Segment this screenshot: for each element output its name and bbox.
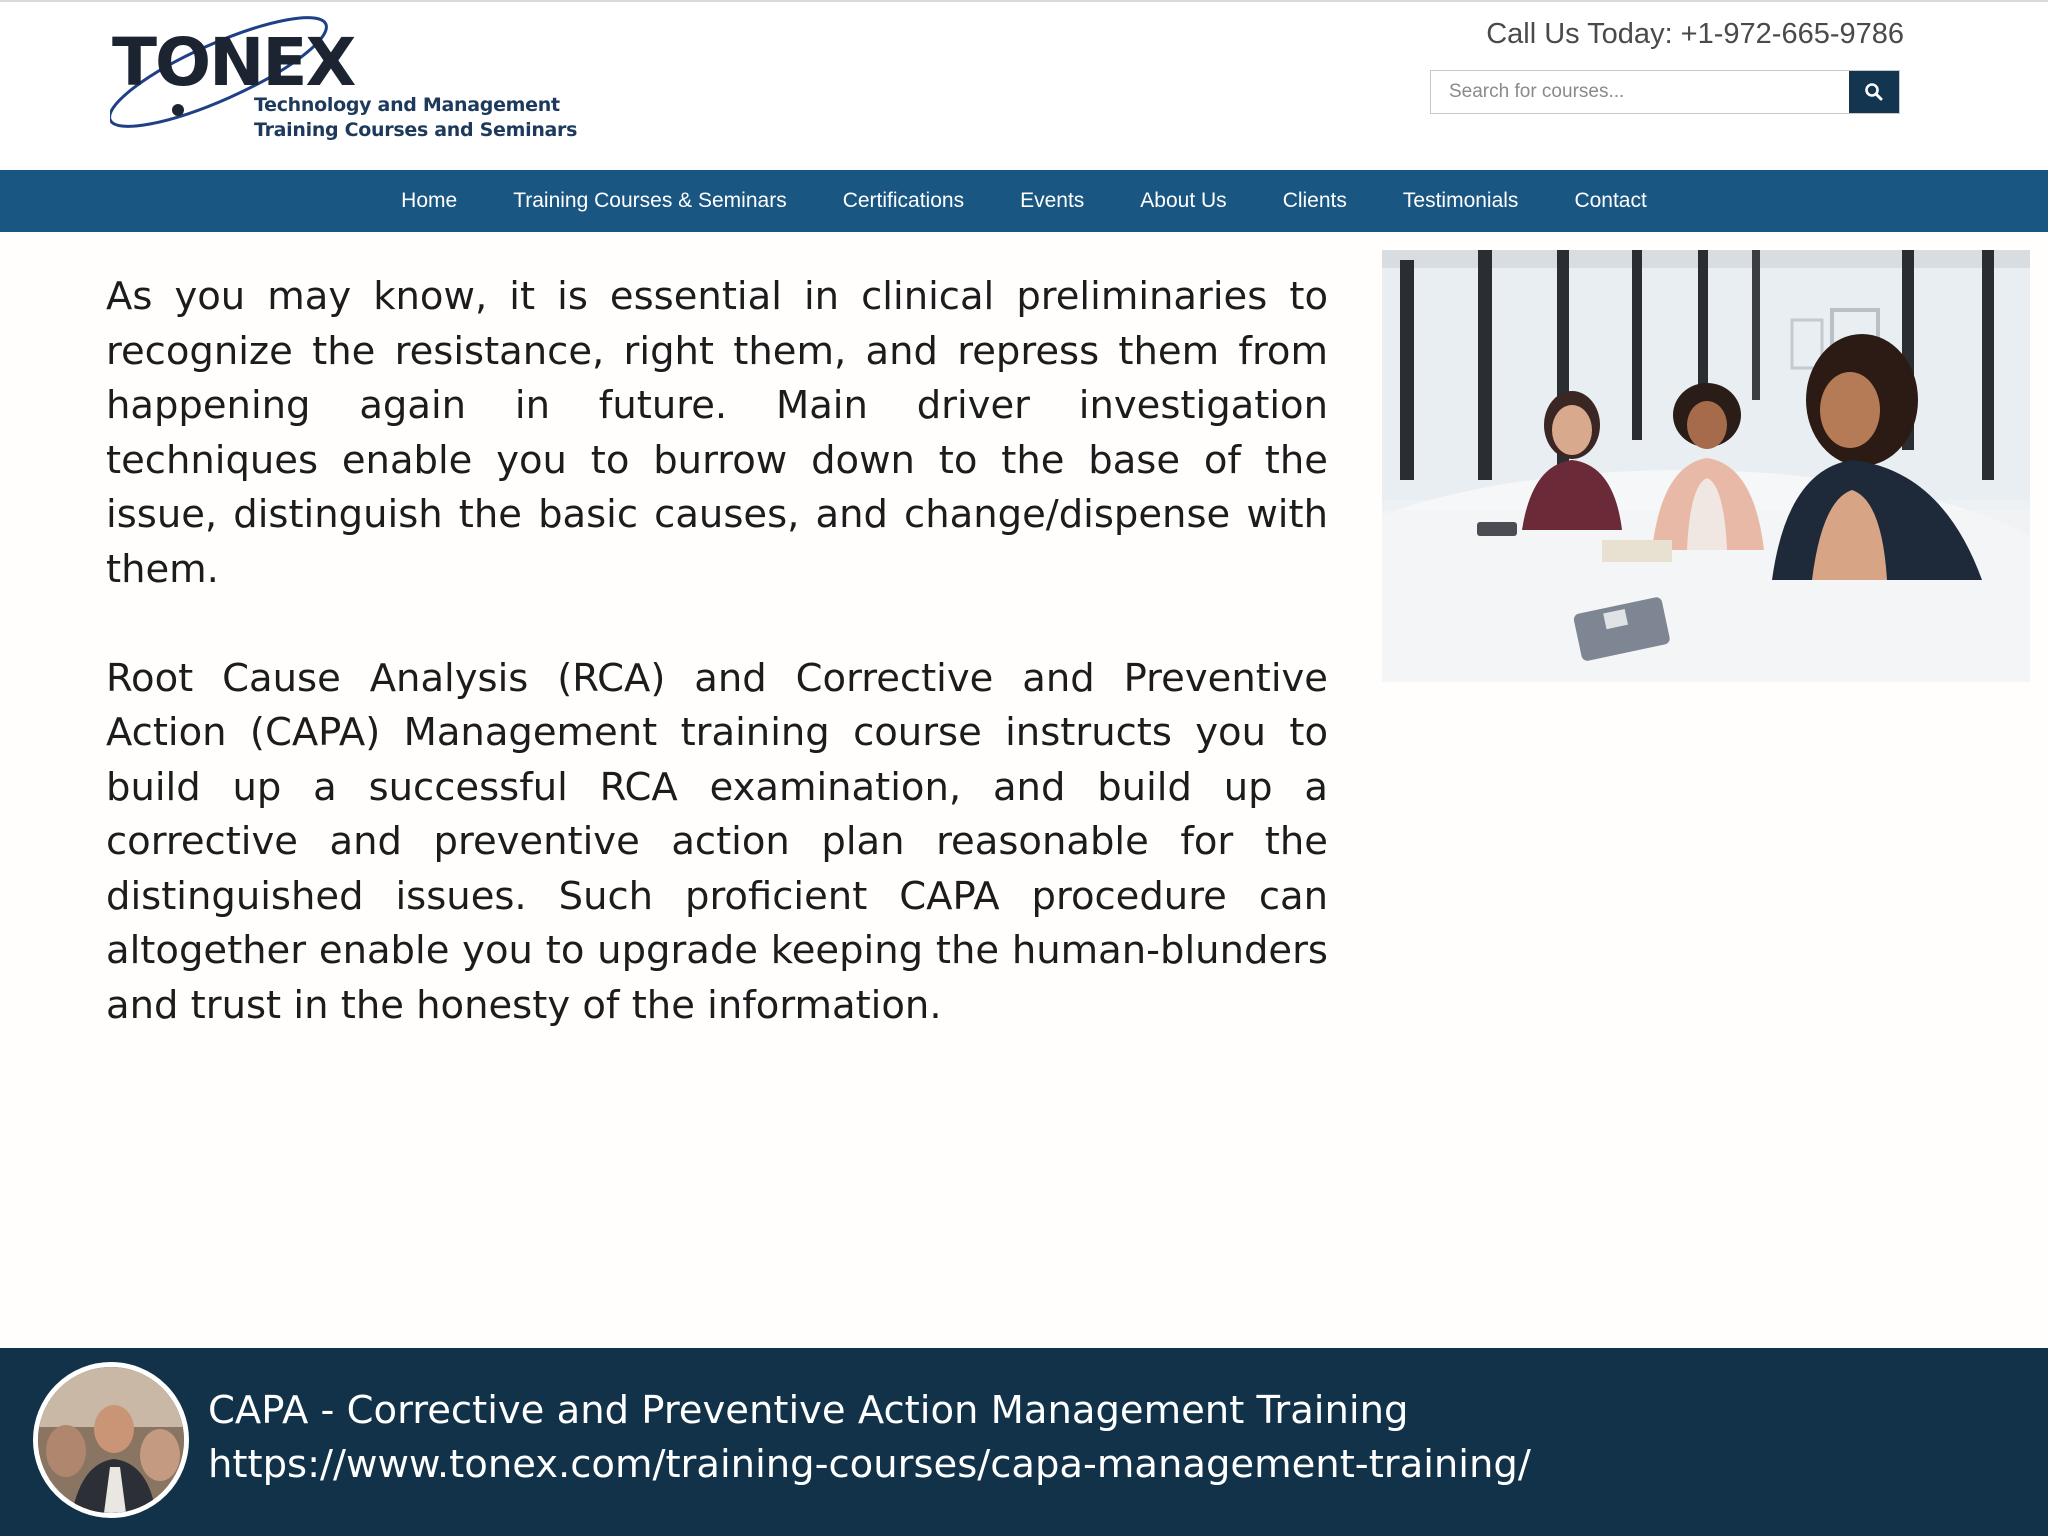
tonex-logo[interactable] [110,10,578,150]
logo-tagline-line1: Technology and Management [254,94,560,116]
logo-tagline-line2: Training Courses and Seminars [254,119,578,141]
channel-avatar[interactable] [33,1362,189,1518]
search-input[interactable] [1431,71,1849,113]
main-navigation [0,170,2048,232]
nav-item-events[interactable]: Events [1020,189,1085,212]
course-url-link[interactable]: https://www.tonex.com/training-courses/capa-management-training/ [208,1442,1531,1487]
nav-item-certifications[interactable]: Certifications [842,189,965,212]
search-button[interactable] [1849,71,1899,113]
phone-number[interactable]: Call Us Today: +1-972-665-9786 [1486,18,1904,50]
nav-item-home[interactable]: Home [401,189,458,212]
course-description [106,270,1328,1033]
site-header [0,2,2048,170]
logo-wordmark: TONEX [112,24,355,101]
meeting-photo [1382,250,2030,682]
nav-item-about-us[interactable]: About Us [1140,189,1227,212]
video-footer-bar [0,1348,2048,1536]
nav-item-contact[interactable]: Contact [1574,189,1647,212]
video-title: CAPA - Corrective and Preventive Action Management Training [208,1388,1409,1433]
description-paragraph: Root Cause Analysis (RCA) and Corrective and Preventive Action (CAPA) Management training course instructs you to build up a successful RCA examination, and build up a corrective and preventive action plan reasonable for the distinguished issues. Such proficient CAPA procedure can altogether enable you to upgrade keeping the human-blunders and trust in the honesty of the information. [106,655,1328,1028]
nav-item-testimonials[interactable]: Testimonials [1402,189,1519,212]
nav-item-training-courses[interactable]: Training Courses & Seminars [513,189,787,212]
nav-item-clients[interactable]: Clients [1282,189,1347,212]
search-icon [1864,82,1884,102]
description-paragraph: As you may know, it is essential in clinical preliminaries to recognize the resistance, right them, and repress them from happening again in future. Main driver investigation techniques enable you to burrow down to the base of the issue, distinguish the basic causes, and change/dispense with them. [106,274,1328,592]
search-form [1430,70,1900,114]
